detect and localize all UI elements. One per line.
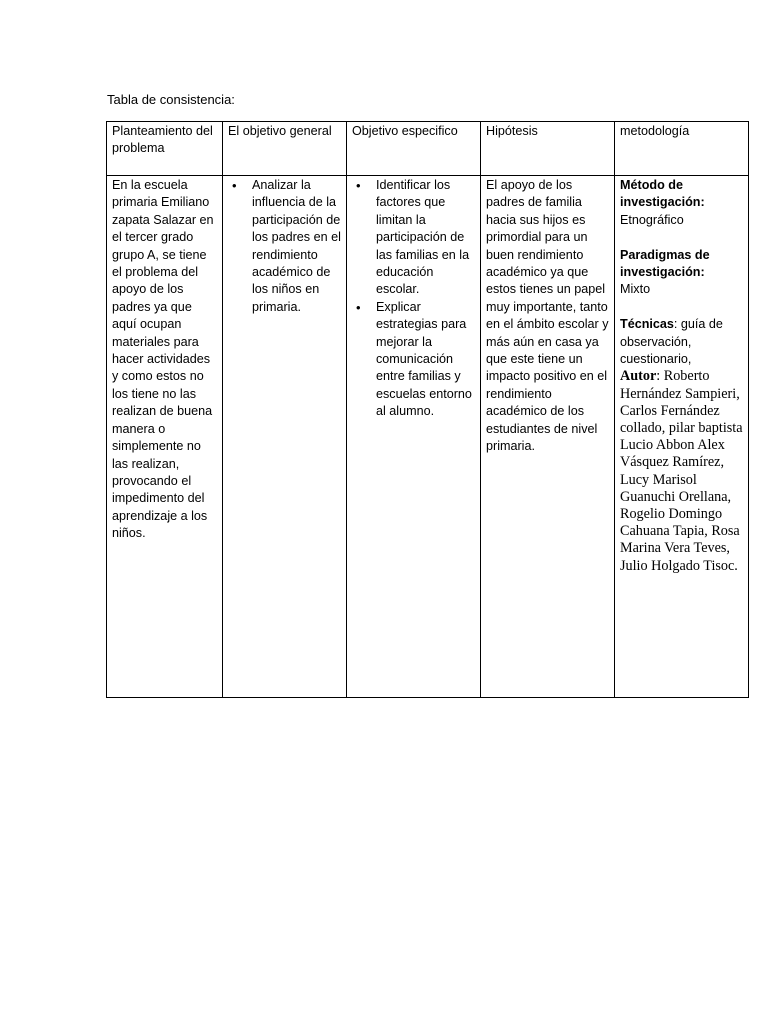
autor-block xyxy=(620,368,743,574)
metodo-block xyxy=(620,177,743,229)
list-item: • Analizar la influencia de la participación de los padres en el rendimiento académico de los niños en primaria. xyxy=(252,177,341,316)
objetivo-general-list xyxy=(228,177,341,316)
consistency-table xyxy=(106,121,749,698)
cell-hipotesis: El apoyo de los padres de familia hacia sus hijos es primordial para un buen rendimiento académico ya que estos tienes un papel muy importante, tanto en el ámbito escolar y más aún en casa ya que este tiene un impacto positivo en el rendimiento académico de los estudiantes de nivel primaria. xyxy=(481,176,615,698)
metodo-label: Método de investigación: xyxy=(620,178,705,210)
tecnicas-label: Técnicas xyxy=(620,317,674,332)
document-title: Tabla de consistencia: xyxy=(107,92,235,107)
header-objetivo-general: El objetivo general xyxy=(223,122,347,176)
paradigma-label: Paradigmas de investigación: xyxy=(620,247,710,280)
header-metodologia: metodología xyxy=(615,122,749,176)
tecnicas-value: : guía de observación, cuestionario, xyxy=(620,317,723,367)
header-problema: Planteamiento del problema xyxy=(107,122,223,176)
cell-objetivo-general xyxy=(223,176,347,698)
list-item: • Identificar los factores que limitan la participación de las familias en la educación escolar. xyxy=(376,177,475,299)
table-header-row xyxy=(107,122,749,176)
cell-problema: En la escuela primaria Emiliano zapata Salazar en el tercer grado grupo A, se tiene el problema del apoyo de los padres ya que aquí ocupan materiales para hacer actividades y como estos no los tiene no las realizan de buena manera o simplemente no las realizan, provocando el impedimento del aprendizaje a los niños. xyxy=(107,176,223,698)
tecnicas-block xyxy=(620,316,743,368)
metodo-value: Etnográfico xyxy=(620,212,684,227)
objetivo-especifico-list xyxy=(352,177,475,421)
cell-objetivo-especifico xyxy=(347,176,481,698)
cell-metodologia xyxy=(615,176,749,698)
header-hipotesis: Hipótesis xyxy=(481,122,615,176)
paradigma-block xyxy=(620,247,743,299)
paradigma-value: Mixto xyxy=(620,282,651,297)
autor-label: Autor xyxy=(620,368,657,385)
autor-value: : Roberto Hernández Sampieri, Carlos Fernández collado, pilar baptista Lucio Abbon Alex Vásquez Ramírez, Lucy Marisol Guanuchi Orellana, Rogelio Domingo Cahuana Tapia, Rosa Marina Vera Teves, Julio Holgado Tisoc. xyxy=(620,368,743,574)
table-row xyxy=(107,176,749,698)
list-item: • Explicar estrategias para mejorar la comunicación entre familias y escuelas entorno al alumno. xyxy=(376,299,475,421)
header-objetivo-especifico: Objetivo especifico xyxy=(347,122,481,176)
